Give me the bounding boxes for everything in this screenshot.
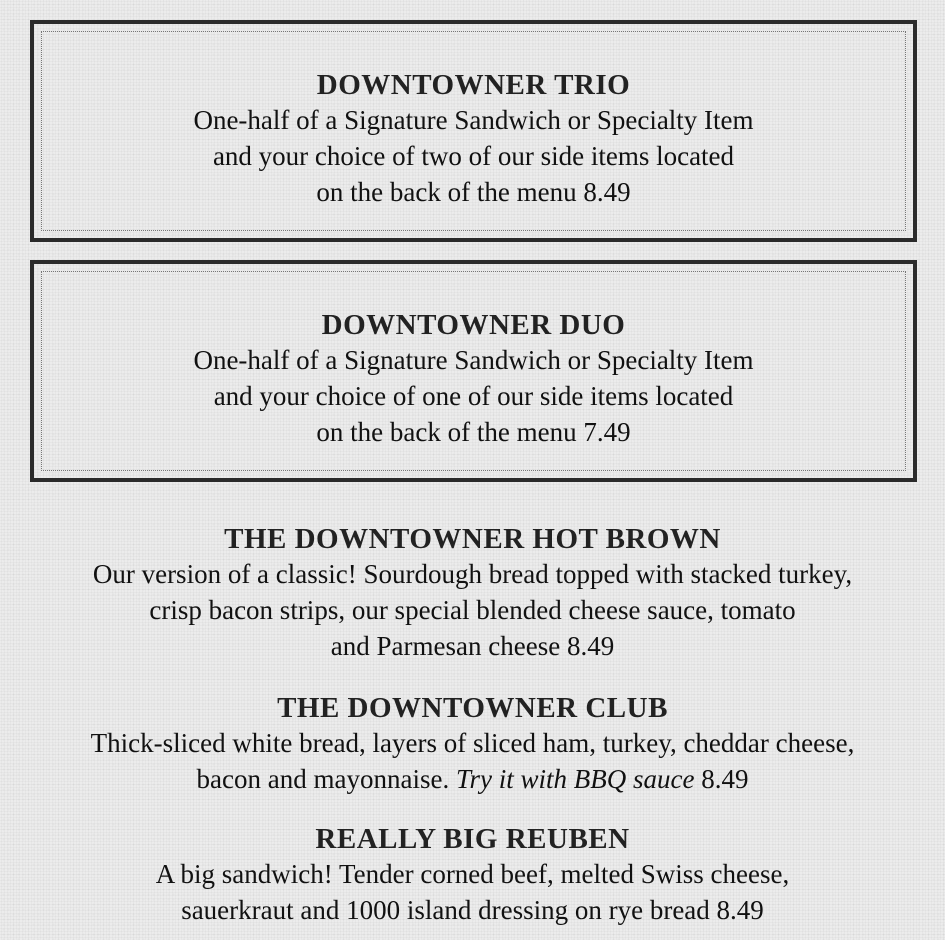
hot-brown-description: [0, 556, 945, 664]
trio-desc-line: One-half of a Signature Sandwich or Specialty Item: [193, 105, 754, 135]
reuben-title: REALLY BIG REUBEN: [315, 823, 630, 855]
reuben-desc-line: A big sandwich! Tender corned beef, melted Swiss cheese,: [155, 859, 790, 889]
trio-title: DOWNTOWNER TRIO: [316, 69, 631, 101]
club-item: [0, 691, 945, 797]
reuben-description: [0, 856, 945, 928]
trio-description: [42, 102, 905, 210]
duo-description: [42, 342, 905, 450]
reuben-desc-line: sauerkraut and 1000 island dressing on rye bread 8.49: [181, 895, 764, 925]
duo-title: DOWNTOWNER DUO: [321, 309, 626, 341]
trio-box: [30, 20, 917, 242]
club-desc-italic: Try it with BBQ sauce: [455, 764, 695, 794]
club-title: THE DOWNTOWNER CLUB: [277, 692, 668, 724]
trio-desc-line: on the back of the menu 8.49: [316, 177, 631, 207]
club-description: [0, 725, 945, 797]
hot-brown-item: [0, 522, 945, 664]
hot-brown-desc-line: and Parmesan cheese 8.49: [330, 631, 615, 661]
duo-desc-line: and your choice of one of our side items located: [213, 381, 734, 411]
club-desc-line: Thick-sliced white bread, layers of sliced ham, turkey, cheddar cheese,: [90, 728, 855, 758]
club-desc-plain: bacon and mayonnaise.: [196, 764, 450, 794]
duo-desc-line: on the back of the menu 7.49: [316, 417, 631, 447]
duo-box-inner: [41, 271, 906, 471]
hot-brown-title: THE DOWNTOWNER HOT BROWN: [224, 523, 721, 555]
trio-box-inner: [41, 31, 906, 231]
hot-brown-desc-line: crisp bacon strips, our special blended cheese sauce, tomato: [149, 595, 796, 625]
duo-box: [30, 260, 917, 482]
hot-brown-desc-line: Our version of a classic! Sourdough bread topped with stacked turkey,: [92, 559, 853, 589]
club-desc-line-2: [0, 761, 945, 797]
reuben-item: [0, 822, 945, 928]
club-price: 8.49: [701, 764, 749, 794]
trio-desc-line: and your choice of two of our side items located: [212, 141, 735, 171]
duo-desc-line: One-half of a Signature Sandwich or Specialty Item: [193, 345, 754, 375]
